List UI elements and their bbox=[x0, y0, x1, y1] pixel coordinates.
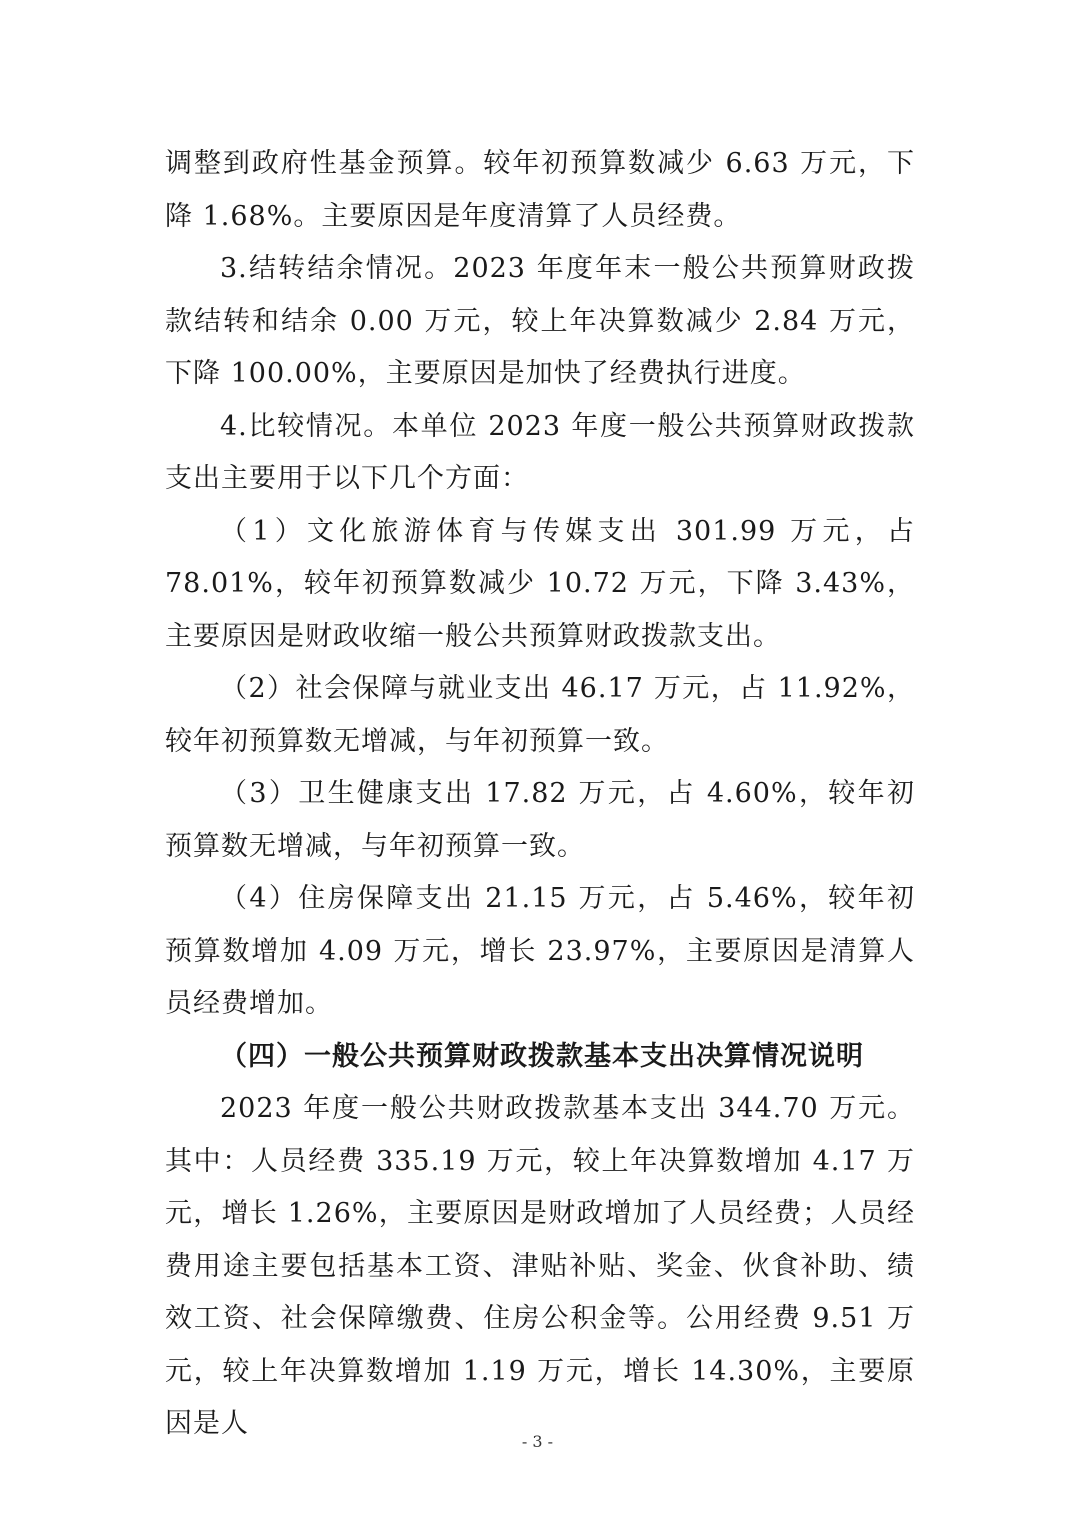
page-number: - 3 - bbox=[521, 1432, 554, 1451]
paragraph-item-health: （3）卫生健康支出 17.82 万元，占 4.60%，较年初预算数无增减，与年初预算一致。 bbox=[165, 778, 915, 862]
paragraph-carryover-balance: 3.结转结余情况。2023 年度年末一般公共预算财政拨款结转和结余 0.00 万元，较上年决算数减少 2.84 万元，下降 100.00%，主要原因是加快了经费执行进度。 bbox=[165, 253, 915, 389]
paragraph-continued: 调整到政府性基金预算。较年初预算数减少 6.63 万元，下降 1.68%。主要原因是年度清算了人员经费。 bbox=[165, 148, 915, 232]
paragraph-item-social-security: （2）社会保障与就业支出 46.17 万元，占 11.92%，较年初预算数无增减，与年初预算一致。 bbox=[165, 673, 915, 757]
paragraph-basic-expenditure: 2023 年度一般公共财政拨款基本支出 344.70 万元。其中：人员经费 335.19 万元，较上年决算数增加 4.17 万元，增长 1.26%，主要原因是财政增加了人员经费；人员经费用途主要包括基本工资、津贴补贴、奖金、伙食补助、绩效工资、社会保障缴费、住房公积金等。公用经费 9.51 万元，较上年决算数增加 1.19 万元，增长 14.30%，主要原因是人 bbox=[165, 1093, 915, 1439]
paragraph-item-housing: （4）住房保障支出 21.15 万元，占 5.46%，较年初预算数增加 4.09 万元，增长 23.97%，主要原因是清算人员经费增加。 bbox=[165, 883, 915, 1019]
paragraph-comparison: 4.比较情况。本单位 2023 年度一般公共预算财政拨款支出主要用于以下几个方面： bbox=[165, 410, 915, 494]
document-page bbox=[165, 138, 915, 1451]
section-heading: （四）一般公共预算财政拨款基本支出决算情况说明 bbox=[220, 1040, 864, 1072]
paragraph-item-culture: （1）文化旅游体育与传媒支出 301.99 万元，占 78.01%，较年初预算数减少 10.72 万元，下降 3.43%，主要原因是财政收缩一般公共预算财政拨款支出。 bbox=[165, 515, 915, 652]
